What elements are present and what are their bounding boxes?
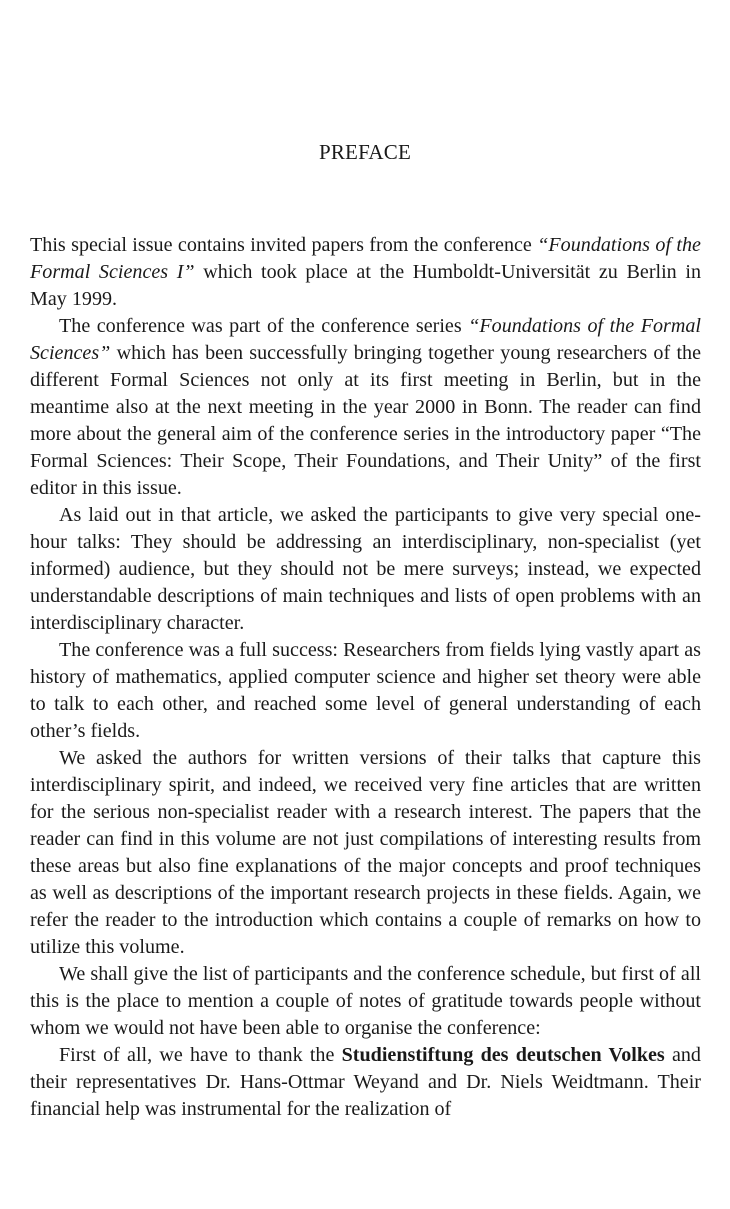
paragraph-2 — [30, 313, 701, 502]
text-run: The conference was a full success: Researchers from fields lying vastly apart as history of mathematics, applied computer science and higher set theory were able to talk to each other, and reached some level of general understanding of each other’s fields. — [30, 639, 701, 742]
preface-body — [30, 232, 701, 1123]
page-title: PREFACE — [318, 140, 412, 164]
italic-text: “Foundations of the Formal Sciences I” — [30, 234, 701, 283]
text-run: which has been successfully bringing together young researchers of the different Formal Sciences not only at its first meeting in Berlin, but in the meantime also at the next meeting in the year 2000 in Bonn. The reader can find more about the general aim of the conference series in the introductory paper “The Formal Sciences: Their Scope, Their Foundations, and Their Unity” of the first editor in this issue. — [30, 342, 701, 499]
text-run: We shall give the list of participants and the conference schedule, but first of all this is the place to mention a couple of notes of gratitude towards people without whom we would not have been able to organise the conference: — [30, 963, 701, 1039]
text-run: which took place at the Humboldt-Universität zu Berlin in May 1999. — [30, 261, 702, 310]
text-run: The conference was part of the conference series — [59, 315, 469, 337]
text-run: As laid out in that article, we asked the participants to give very special one-hour talks: They should be addressing an interdisciplinary, non-specialist (yet informed) audience, but they should not be mere surveys; instead, we expected understandable descriptions of main techniques and lists of open problems with an interdisciplinary character. — [30, 504, 701, 634]
text-run: We asked the authors for written versions of their talks that capture this interdisciplinary spirit, and indeed, we received very fine articles that are written for the serious non-specialist reader with a research interest. The papers that the reader can find in this volume are not just compilations of interesting results from these areas but also fine explanations of the major concepts and proof techniques as well as descriptions of the important research projects in these fields. Again, we refer the reader to the introduction which contains a couple of remarks on how to utilize this volume. — [30, 747, 701, 958]
text-run: This special issue contains invited papers from the conference — [30, 234, 538, 256]
paragraph-7 — [30, 1042, 701, 1123]
paragraph-4 — [30, 637, 701, 745]
bold-text: Studienstiftung des deutschen Volkes — [341, 1044, 665, 1066]
text-run: First of all, we have to thank the — [59, 1044, 342, 1066]
paragraph-3 — [30, 502, 701, 637]
italic-text: “Foundations of the Formal Sciences” — [30, 315, 701, 364]
paragraph-5 — [30, 745, 701, 961]
paragraph-6 — [30, 961, 701, 1042]
text-run: and their representatives Dr. Hans-Ottmar Weyand and Dr. Niels Weidtmann. Their financial help was instrumental for the realization of — [30, 1044, 701, 1120]
paragraph-1 — [30, 232, 701, 313]
